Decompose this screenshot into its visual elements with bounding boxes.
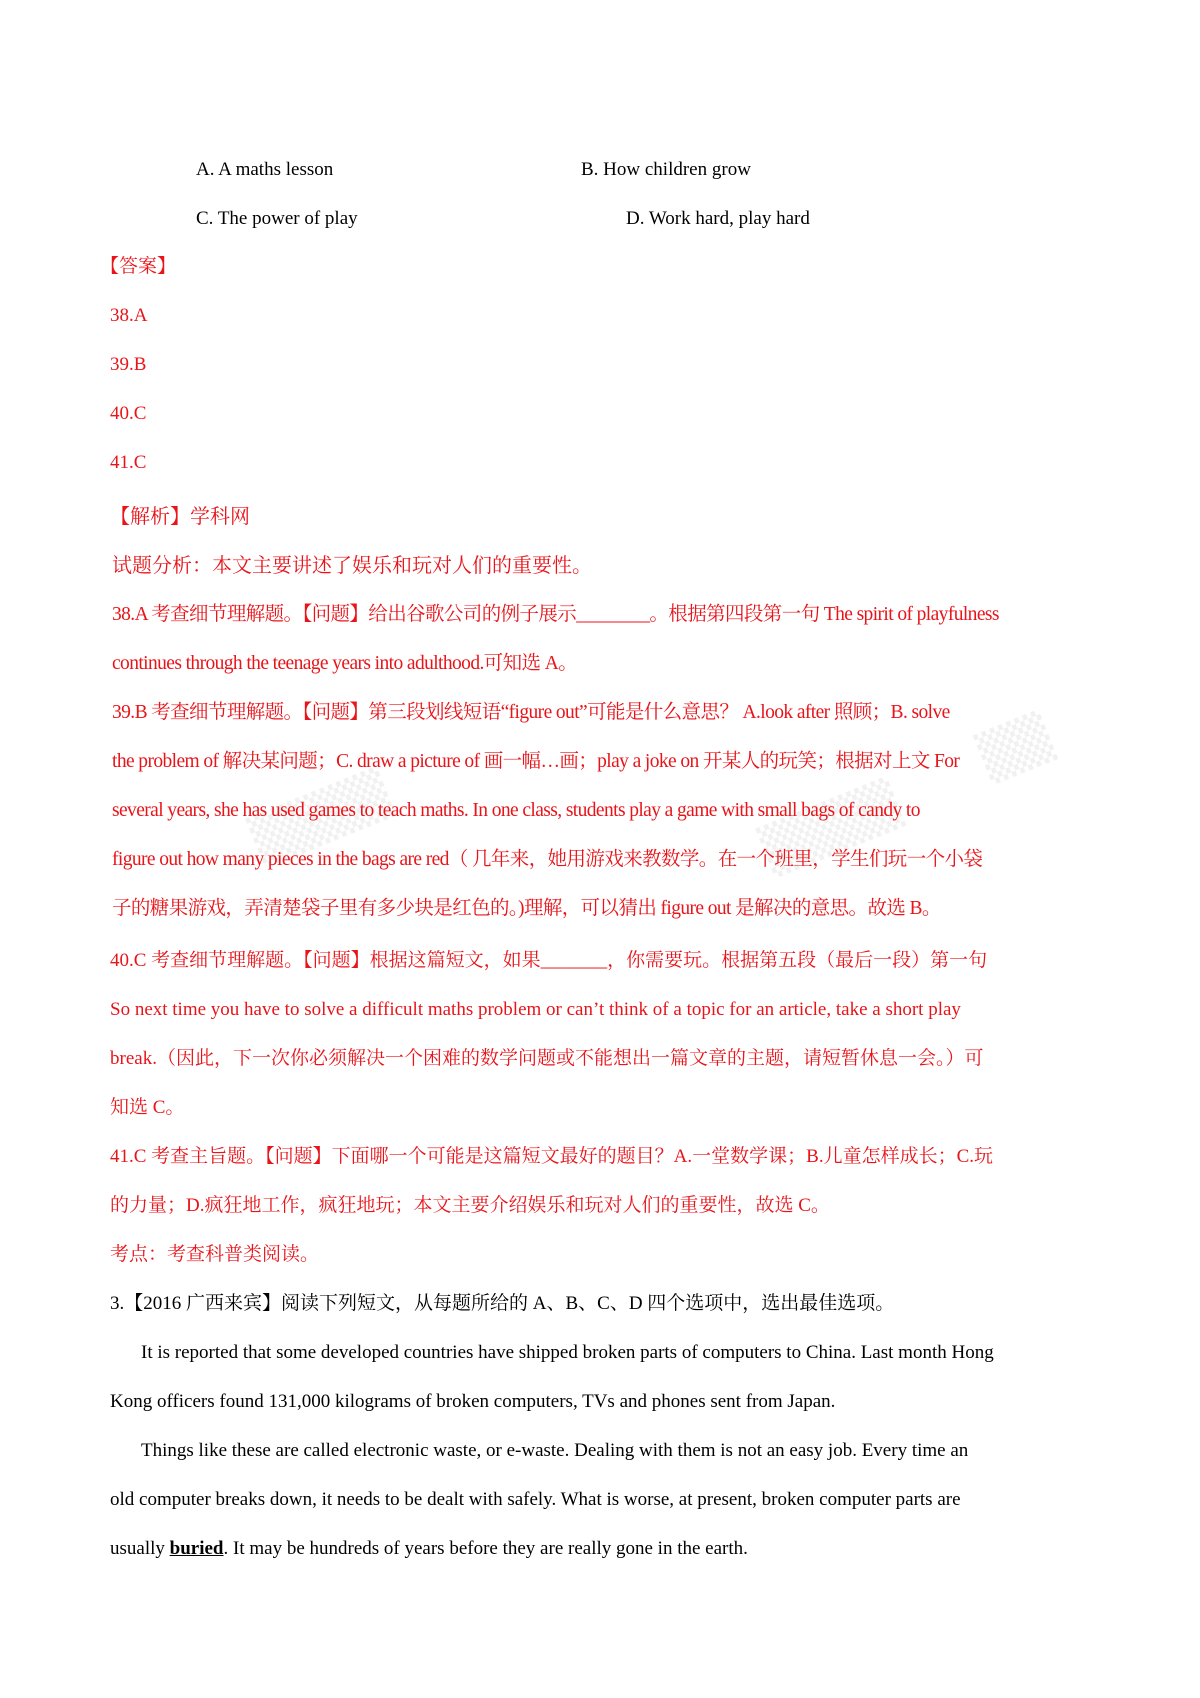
kaodian: 考点：考查科普类阅读。 — [110, 1244, 320, 1265]
q41-line-1: 41.C 考查主旨题。【问题】下面哪一个可能是这篇短文最好的题目？A.一堂数学课；B.儿童怎样成长；C.玩 — [110, 1146, 993, 1167]
q40-line-1: 40.C 考查细节理解题。【问题】根据这篇短文，如果_______，你需要玩。根据第五段（最后一段）第一句 — [110, 950, 988, 971]
q40-line-4: 知选 C。 — [110, 1097, 185, 1118]
q39-line-1: 39.B 考查细节理解题。【问题】第三段划线短语“figure out”可能是什么意思？ A.look after 照顾；B. solve — [112, 702, 950, 723]
q39-line-4: figure out how many pieces in the bags are red（ 几年来，她用游戏来教数学。在一个班里，学生们玩一个小袋 — [112, 849, 983, 870]
answer-38: 38.A — [110, 305, 148, 326]
para1-line-1: It is reported that some developed countries have shipped broken parts of computers to China. Last month Hong — [141, 1342, 994, 1363]
q41-line-2: 的力量；D.疯狂地工作，疯狂地玩；本文主要介绍娱乐和玩对人们的重要性，故选 C。 — [110, 1195, 830, 1216]
q39-line-2: the problem of 解决某问题；C. draw a picture of 画一幅…画；play a joke on 开某人的玩笑；根据对上文 For — [112, 751, 960, 772]
para2-line-2: old computer breaks down, it needs to be dealt with safely. What is worse, at present, broken computer parts are — [110, 1489, 961, 1510]
para2-after: . It may be hundreds of years before they are really gone in the earth. — [223, 1538, 748, 1559]
para2-line-1: Things like these are called electronic waste, or e-waste. Dealing with them is not an easy job. Every time an — [141, 1440, 969, 1461]
analysis-summary: 试题分析：本文主要讲述了娱乐和玩对人们的重要性。 — [112, 555, 592, 577]
watermark: ▒▒▒▒ — [755, 775, 907, 879]
option-b: B. How children grow — [581, 159, 751, 180]
para1-line-2: Kong officers found 131,000 kilograms of broken computers, TVs and phones sent from Japan. — [110, 1391, 836, 1412]
q40-line-2: So next time you have to solve a difficult maths problem or can’t think of a topic for an article, take a short play — [110, 999, 961, 1020]
underlined-word: buried — [169, 1538, 224, 1559]
para2-before: usually — [110, 1538, 170, 1559]
answer-41: 41.C — [110, 452, 147, 473]
para2-line-3 — [110, 1537, 748, 1561]
answer-40: 40.C — [110, 403, 147, 424]
q39-line-5: 子的糖果游戏，弄清楚袋子里有多少块是红色的。)理解，可以猜出 figure out 是解决的意思。故选 B。 — [112, 898, 941, 919]
q38-line-1: 38.A 考查细节理解题。【问题】给出谷歌公司的例子展示________。根据第四段第一句 The spirit of playfulness — [112, 604, 999, 625]
option-d: D. Work hard, play hard — [626, 208, 810, 229]
option-a: A. A maths lesson — [196, 159, 334, 180]
q38-line-2: continues through the teenage years into adulthood.可知选 A。 — [112, 653, 578, 674]
q39-line-3: several years, she has used games to teach maths. In one class, students play a game with small bags of candy to — [112, 800, 920, 821]
answer-heading: 【答案】 — [100, 256, 177, 277]
option-c: C. The power of play — [196, 208, 358, 229]
answer-39: 39.B — [110, 354, 147, 375]
section-3-title: 3.【2016 广西来宾】阅读下列短文，从每题所给的 A、B、C、D 四个选项中，选出最佳选项。 — [110, 1293, 895, 1314]
watermark: ▒▒ — [972, 708, 1059, 786]
watermark: ▒▒▒▒ — [245, 765, 397, 869]
analysis-heading: 【解析】学科网 — [110, 506, 250, 528]
q40-line-3: break.（因此，下一次你必须解决一个困难的数学问题或不能想出一篇文章的主题，请短暂休息一会。）可 — [110, 1048, 984, 1069]
